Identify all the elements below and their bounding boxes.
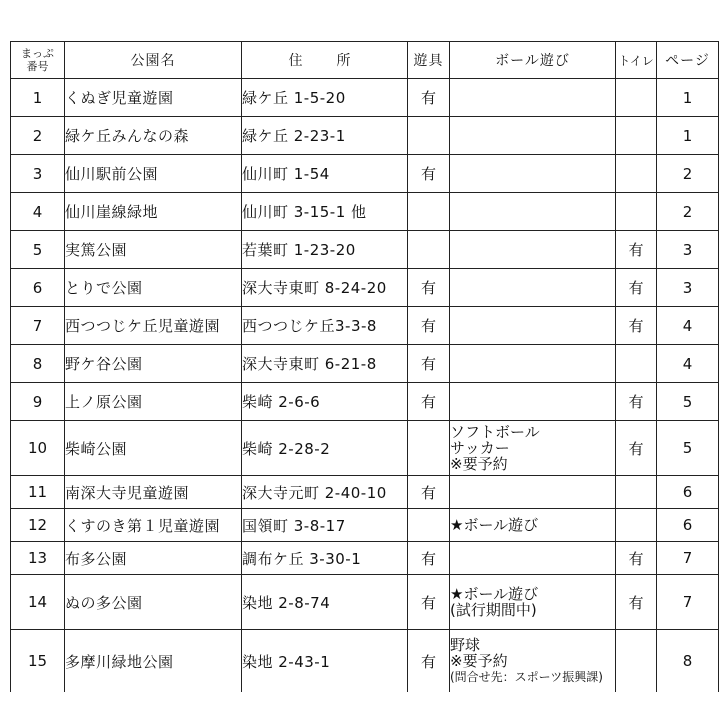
page-number-cell: 7 [657,542,719,575]
toilet-cell: 有 [616,542,657,575]
map-number-cell: 3 [11,155,65,193]
play-equipment-cell: 有 [408,79,450,117]
address-cell: 深大寺元町 2-40-10 [242,476,408,509]
ball-play-note: (問合せ先：スポーツ振興課) [450,670,603,684]
toilet-cell [616,155,657,193]
address-cell: 深大寺東町 6-21-8 [242,345,408,383]
park-name-cell: 緑ケ丘みんなの森 [65,117,242,155]
address-cell: 西つつじケ丘3-3-8 [242,307,408,345]
park-name-cell: 実篤公園 [65,231,242,269]
table-row [11,117,719,155]
toilet-cell [616,117,657,155]
park-name-cell: 多摩川緑地公園 [65,630,242,693]
address-cell: 深大寺東町 8-24-20 [242,269,408,307]
header-address: 住 所 [242,42,408,79]
table-row [11,383,719,421]
table-row [11,345,719,383]
play-equipment-cell: 有 [408,542,450,575]
ball-play-cell [450,231,616,269]
map-number-cell: 1 [11,79,65,117]
park-name-cell: くぬぎ児童遊園 [65,79,242,117]
address-cell: 緑ケ丘 2-23-1 [242,117,408,155]
ball-play-cell [450,193,616,231]
park-name-cell: 柴崎公園 [65,421,242,476]
page-number-cell: 6 [657,509,719,542]
ball-play-note: ★ボール遊び [450,516,539,534]
address-cell: 柴崎 2-28-2 [242,421,408,476]
table-row [11,231,719,269]
page-number-cell: 4 [657,345,719,383]
play-equipment-cell [408,509,450,542]
address-cell: 柴崎 2-6-6 [242,383,408,421]
ball-play-cell [450,542,616,575]
table-row [11,79,719,117]
map-number-cell: 5 [11,231,65,269]
map-number-cell: 6 [11,269,65,307]
play-equipment-cell [408,421,450,476]
table-row [11,307,719,345]
play-equipment-cell: 有 [408,476,450,509]
header-ball-play: ボール遊び [450,42,616,79]
map-number-cell: 8 [11,345,65,383]
play-equipment-cell: 有 [408,155,450,193]
toilet-cell: 有 [616,269,657,307]
page-number-cell: 4 [657,307,719,345]
map-number-cell: 15 [11,630,65,693]
header-play-equipment: 遊具 [408,42,450,79]
play-equipment-cell: 有 [408,307,450,345]
park-name-cell: 仙川駅前公園 [65,155,242,193]
map-number-cell: 11 [11,476,65,509]
ball-play-note: ※要予約 [450,652,508,670]
ball-play-note: ソフトボール [450,423,540,441]
page-number-cell: 2 [657,193,719,231]
address-cell: 国領町 3-8-17 [242,509,408,542]
page-number-cell: 8 [657,630,719,693]
page-number-cell: 1 [657,117,719,155]
park-table [10,41,719,692]
park-name-cell: 南深大寺児童遊園 [65,476,242,509]
ball-play-note: サッカー [450,439,510,457]
header-map-number [11,42,65,79]
ball-play-cell [450,117,616,155]
park-name-cell: 西つつじケ丘児童遊園 [65,307,242,345]
park-name-cell: 仙川崖線緑地 [65,193,242,231]
ball-play-cell [450,630,616,693]
address-cell: 仙川町 1-54 [242,155,408,193]
table-row [11,575,719,630]
ball-play-note: ※要予約 [450,455,508,473]
park-name-cell: ぬの多公園 [65,575,242,630]
header-page: ページ [657,42,719,79]
park-list-sheet [10,41,719,692]
table-row [11,476,719,509]
toilet-cell [616,79,657,117]
toilet-cell: 有 [616,307,657,345]
ball-play-cell [450,307,616,345]
table-row [11,630,719,693]
table-row [11,509,719,542]
park-rows [11,79,719,693]
ball-play-note: ★ボール遊び [450,585,539,603]
ball-play-cell [450,575,616,630]
park-name-cell: 布多公園 [65,542,242,575]
header-park-name: 公園名 [65,42,242,79]
page-number-cell: 3 [657,231,719,269]
toilet-cell: 有 [616,231,657,269]
toilet-cell: 有 [616,383,657,421]
play-equipment-cell: 有 [408,269,450,307]
table-row [11,542,719,575]
header-map-number-line1: まっぷ [21,47,54,60]
ball-play-cell [450,421,616,476]
toilet-cell: 有 [616,575,657,630]
address-cell: 染地 2-8-74 [242,575,408,630]
map-number-cell: 9 [11,383,65,421]
toilet-cell [616,193,657,231]
address-cell: 調布ケ丘 3-30-1 [242,542,408,575]
play-equipment-cell: 有 [408,383,450,421]
page-number-cell: 5 [657,421,719,476]
page-number-cell: 7 [657,575,719,630]
page-number-cell: 5 [657,383,719,421]
ball-play-cell [450,383,616,421]
table-row [11,155,719,193]
ball-play-cell [450,79,616,117]
ball-play-note: (試行期間中) [450,601,537,619]
ball-play-cell [450,155,616,193]
table-row [11,269,719,307]
header-toilet: トイレ [616,42,657,79]
page-number-cell: 2 [657,155,719,193]
park-name-cell: とりで公園 [65,269,242,307]
address-cell: 仙川町 3-15-1 他 [242,193,408,231]
ball-play-note: 野球 [450,636,481,654]
map-number-cell: 4 [11,193,65,231]
page-number-cell: 1 [657,79,719,117]
play-equipment-cell [408,231,450,269]
map-number-cell: 14 [11,575,65,630]
table-row [11,421,719,476]
park-name-cell: くすのき第１児童遊園 [65,509,242,542]
address-cell: 若葉町 1-23-20 [242,231,408,269]
toilet-cell [616,476,657,509]
ball-play-cell [450,509,616,542]
toilet-cell [616,345,657,383]
play-equipment-cell: 有 [408,345,450,383]
toilet-cell [616,509,657,542]
map-number-cell: 10 [11,421,65,476]
play-equipment-cell: 有 [408,575,450,630]
play-equipment-cell [408,193,450,231]
header-map-number-line2: 番号 [26,60,49,73]
header-row [11,42,719,79]
ball-play-cell [450,269,616,307]
map-number-cell: 7 [11,307,65,345]
play-equipment-cell: 有 [408,630,450,693]
play-equipment-cell [408,117,450,155]
page-number-cell: 6 [657,476,719,509]
toilet-cell [616,630,657,693]
map-number-cell: 2 [11,117,65,155]
toilet-cell: 有 [616,421,657,476]
park-name-cell: 野ケ谷公園 [65,345,242,383]
map-number-cell: 12 [11,509,65,542]
table-row [11,193,719,231]
ball-play-cell [450,476,616,509]
ball-play-cell [450,345,616,383]
map-number-cell: 13 [11,542,65,575]
park-name-cell: 上ノ原公園 [65,383,242,421]
address-cell: 緑ケ丘 1-5-20 [242,79,408,117]
address-cell: 染地 2-43-1 [242,630,408,693]
page-number-cell: 3 [657,269,719,307]
